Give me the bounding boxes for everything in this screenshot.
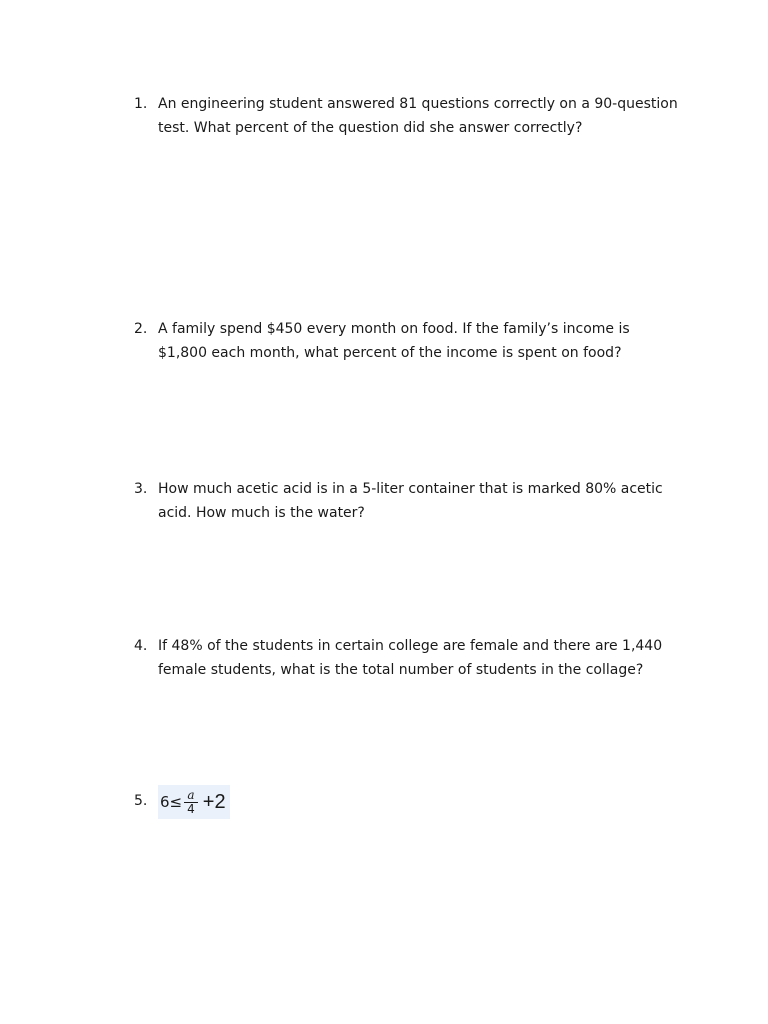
formula-relation: ≤ <box>169 793 183 811</box>
question-2 <box>134 317 694 365</box>
question-1 <box>134 92 694 140</box>
formula-rhs: +2 <box>202 791 226 813</box>
question-text: How much acetic acid is in a 5-liter container that is marked 80% acetic acid. How much is the water? <box>158 481 663 521</box>
question-number: 3. <box>134 481 148 497</box>
question-number: 5. <box>134 793 148 809</box>
question-text: An engineering student answered 81 questions correctly on a 90-question test. What percent of the question did she answer correctly? <box>158 96 678 136</box>
question-number: 2. <box>134 321 148 337</box>
question-text: A family spend $450 every month on food. If the family’s income is $1,800 each month, what percent of the income is spent on food? <box>158 321 630 361</box>
question-text: If 48% of the students in certain college are female and there are 1,440 female students, what is the total number of students in the collage? <box>158 638 663 678</box>
fraction-numerator: a <box>184 789 197 803</box>
inequality-formula <box>158 785 230 819</box>
formula-fraction <box>184 789 198 816</box>
question-number: 4. <box>134 638 148 654</box>
question-5 <box>134 789 694 823</box>
fraction-denominator: 4 <box>187 801 195 816</box>
question-3 <box>134 477 694 525</box>
question-4 <box>134 634 694 682</box>
question-number: 1. <box>134 96 148 112</box>
formula-lhs: 6 <box>160 793 170 811</box>
